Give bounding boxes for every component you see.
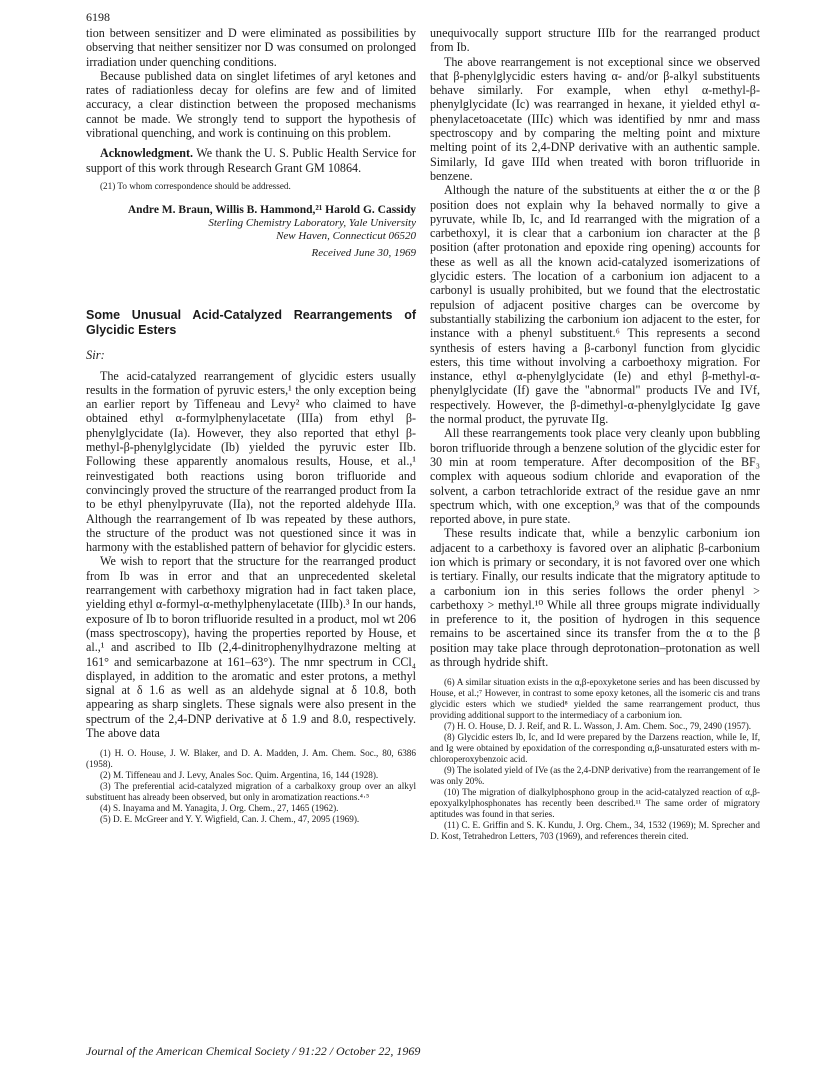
affiliation-line-2: New Haven, Connecticut 06520: [276, 229, 416, 242]
footnotes-right: [430, 677, 760, 842]
footnote-5: (5) D. E. McGreer and Y. Y. Wigfield, Can. J. Chem., 47, 2095 (1969).: [100, 814, 360, 825]
footnote-11: (11) C. E. Griffin and S. K. Kundu, J. Org. Chem., 34, 1532 (1969); M. Sprecher and D. Kost, Tetrahedron Letters, 703 (1969), and references therein cited.: [430, 820, 760, 842]
paragraph: The acid-catalyzed rearrangement of glycidic esters usually results in the formation of pyruvic esters,¹ the only exception being an earlier report by Tiffeneau and Levy² who claimed to have obtained ethyl α-formylphenylacetate (IIIa) from ethyl β-phenylglycidate (Ia). However, they also reported that ethyl β-methyl-β-phenylglycidate (Ib) yielded the pyruvic ester IIb. Following these apparently anomalous results, House, et al.,¹ reinvestigated both reactions using boron trifluoride and convincingly proved the structure of the rearranged product from Ia to be ethyl phenylpyruvate (IIa), not the reported aldehyde IIIa. Although the rearrangement of Ib was repeated by these authors, the structure of the product was not questioned since it was in harmony with the established pattern of behavior for glycidic esters.: [86, 368, 416, 555]
acknowledgment-label: Acknowledgment.: [100, 146, 194, 161]
footnote-8: (8) Glycidic esters Ib, Ic, and Id were prepared by the Darzens reaction, while Ie, If, and Ig were obtained by epoxidation of the corresponding α,β-unsaturated esters with m-chloroperoxybenzoic acid.: [430, 732, 760, 765]
affiliation-line-1: Sterling Chemistry Laboratory, Yale University: [208, 216, 416, 229]
footnote-21: (21) To whom correspondence should be addressed.: [100, 180, 291, 191]
paragraph: Although the nature of the substituents at either the α or the β position does not explain why Ia behaved normally to give a pyruvate, while Ib, Ic, and Id rearranged with the migration of a carbethoxyl, it is clear that a carbonium ion character at the β position (after protonation and epoxide ring opening) accounts for these as well as all the known acid-catalyzed isomerizations of glycidic esters. The location of a carbonium ion adjacent to a carbonyl is usually prohibited, but we found that the electrostatic repulsion of adjacent positive charges can be overcome by substantially stabilizing the carbonium ion adjacent to the ester, for instance with a phenyl substituent.⁶ This represents a second synthesis of esters having a β-carbonyl function from glycidic esters, this time without involving a carboethoxy migration. For instance, ethyl α-phenylglycidate (Ie) and ethyl β-methyl-α-phenylglycidate (If) gave the "abnormal" products IVe and IVf, respectively. However, the β-dimethyl-α-phenylglycidate Ig gave the normal product, the pyruvate IIg.: [430, 183, 760, 427]
paragraph: All these rearrangements took place very cleanly upon bubbling boron trifluoride through a benzene solution of the glycidic ester for 30 min at room temperature. After decomposition of the BF₃ complex with aqueous sodium chloride and evaporation of the solvent, a carbon tetrachloride extract of the residue gave an nmr spectrum which, with one exception,⁹ was that of the compounds reported above, in pure state.: [430, 426, 760, 527]
acknowledgment-text: We thank the U. S. Public Health Service for support of this work through Research Grant GM 10864.: [86, 146, 416, 175]
footnotes-left: [86, 748, 416, 825]
paragraph: tion between sensitizer and D were eliminated as possibilities by observing that neither sensitizer nor D was consumed on prolonged irradiation under quenching conditions.: [86, 26, 416, 69]
article-title: Some Unusual Acid-Catalyzed Rearrangements of Glycidic Esters: [86, 308, 416, 338]
footnote-7: (7) H. O. House, D. J. Reif, and R. L. Wasson, J. Am. Chem. Soc., 79, 2490 (1957).: [444, 721, 752, 732]
paragraph: Because published data on singlet lifetimes of aryl ketones and rates of radiationless decay for olefins are few and of limited accuracy, a clear distinction between the proposed mechanisms cannot be made. We strongly tend to support the hypothesis of vibrational quenching, and work is continuing on this problem.: [86, 68, 416, 141]
footnote-10: (10) The migration of dialkylphosphono group in the acid-catalyzed reaction of α,β-epoxyalkylphosphonates has recently been described.¹¹ The same order of migratory aptitudes was found in that series.: [430, 787, 760, 820]
salutation: Sir:: [86, 348, 105, 363]
page-number: 6198: [86, 10, 110, 24]
paragraph: The above rearrangement is not exceptional since we observed that β-phenylglycidic esters having α- and/or β-alkyl substituents behave similarly. For example, when ethyl α-methyl-β-phenylglycidate (Ic) was rearranged in hexane, it yielded ethyl α-phenylacetoacetate (IIIc) which was identified by nmr and mass spectroscopy and by comparing the melting point and mixture melting point of its 2,4-DNP derivative with an authentic sample. Similarly, Id gave IIId when treated with boron trifluoride in benzene.: [430, 54, 760, 183]
right-column: [430, 26, 760, 842]
left-column: [86, 26, 416, 825]
footnote-2: (2) M. Tiffeneau and J. Levy, Anales Soc. Quim. Argentina, 16, 144 (1928).: [100, 770, 379, 781]
journal-footer: Journal of the American Chemical Society / 91:22 / October 22, 1969: [86, 1044, 421, 1058]
footnote-4: (4) S. Inayama and M. Yanagita, J. Org. Chem., 27, 1465 (1962).: [100, 803, 339, 814]
footnote-6: (6) A similar situation exists in the α,β-epoxyketone series and has been discussed by House, et al.;⁷ However, in contrast to some epoxy ketones, all the isomeric cis and trans glycidic esters which we studied⁸ yielded the same rearrangement product, thus providing additional support to the intermediacy of a carbonium ion.: [430, 677, 760, 721]
paragraph: We wish to report that the structure for the rearranged product from Ib was in error and that an unprecedented skeletal rearrangement with carbethoxy migration had in fact taken place, yielding ethyl α-formyl-α-methylphenylacetate (IIIb).³ In our hands, exposure of Ib to boron trifluoride resulted in a product, mol wt 206 (mass spectroscopy), having the properties reported by House, et al.,¹ and ascribed to IIb (2,4-dinitrophenylhydrazone melting at 161° and semicarbazone at 161–63°). The nmr spectrum in CCl₄ displayed, in addition to the aromatic and ester protons, a methyl signal at δ 1.6 as well as an aldehyde signal at δ 10.8, both appearing as sharp singlets. These signals were also present in the spectrum of the 2,4-DNP derivative at δ 1.9 and 8.0, respectively. The above data: [86, 554, 416, 740]
received-date: Received June 30, 1969: [311, 246, 416, 259]
acknowledgment: [86, 146, 416, 175]
author-list: Andre M. Braun, Willis B. Hammond,²¹ Harold G. Cassidy: [127, 203, 416, 216]
paragraph: These results indicate that, while a benzylic carbonium ion adjacent to a carbethoxy is favored over an aliphatic β-carbonium ion which is primary or secondary, it is not favored over one which is tertiary. Finally, our results indicate that the migratory aptitude to a carbonium ion in this series follows the order phenyl > carbethoxy > methyl.¹⁰ While all three groups migrate individually in preference to it, the position of hydrogen in this sequence remains to be ascertained since its transfer from the α to the β position may take place through deprotonation–protonation as well as through hydride shift.: [430, 526, 760, 670]
footnote-1: (1) H. O. House, J. W. Blaker, and D. A. Madden, J. Am. Chem. Soc., 80, 6386 (1958).: [86, 748, 416, 770]
paragraph: unequivocally support structure IIIb for the rearranged product from Ib.: [430, 26, 760, 55]
footnote-3: (3) The preferential acid-catalyzed migration of a carbalkoxy group over an alkyl substituent has already been observed, but only in aromatization reactions.⁴·⁵: [86, 781, 416, 803]
footnote-9: (9) The isolated yield of IVe (as the 2,4-DNP derivative) from the rearrangement of Ie was only 20%.: [430, 765, 760, 787]
